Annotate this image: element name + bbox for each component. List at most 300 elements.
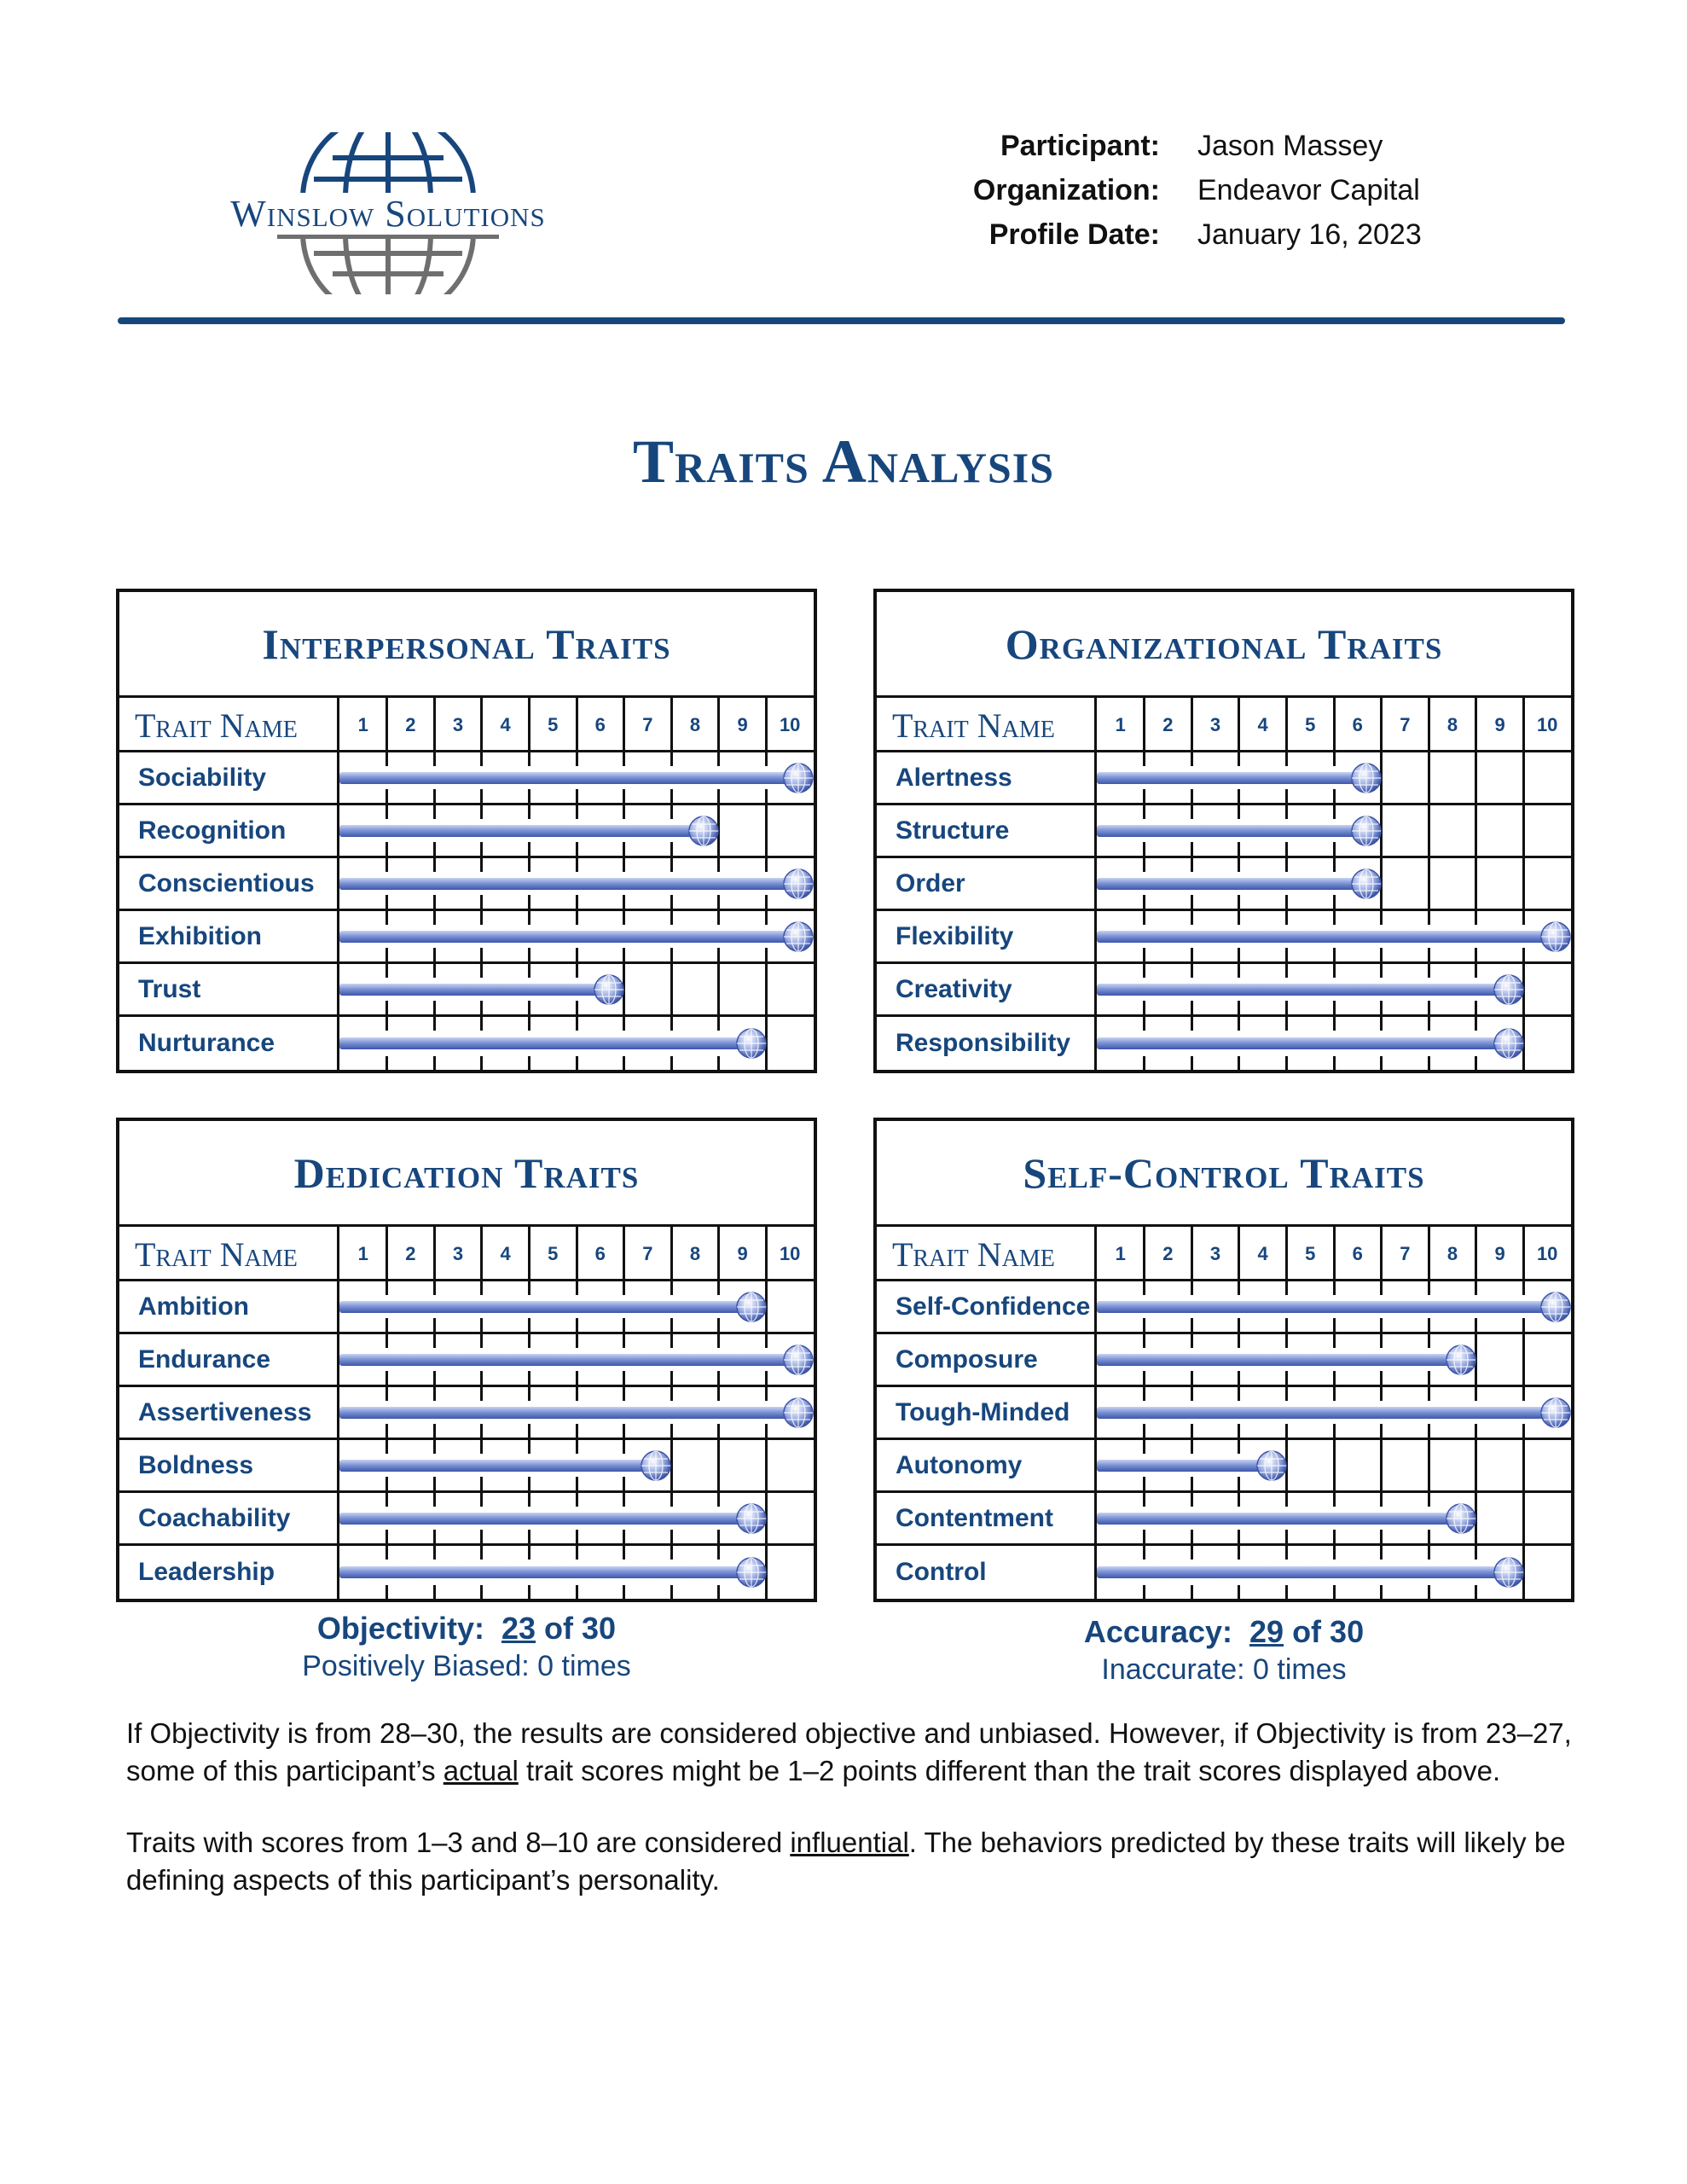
tick-mark xyxy=(1191,1318,1193,1332)
tick-mark xyxy=(480,911,483,925)
tick-mark xyxy=(386,1424,388,1438)
cell-divider xyxy=(765,805,768,856)
positively-biased-text: Positively Biased: 0 times xyxy=(302,1650,631,1682)
tick-mark xyxy=(1191,842,1193,856)
trait-row xyxy=(877,1334,1571,1387)
scale-number-5: 5 xyxy=(1305,1243,1316,1264)
trait-row xyxy=(877,1493,1571,1546)
scale-divider xyxy=(717,698,720,752)
trait-row xyxy=(877,805,1571,858)
tick-mark xyxy=(386,789,388,803)
scale-number-6: 6 xyxy=(594,714,606,735)
interpretation-notes xyxy=(126,1715,1576,1933)
tick-mark xyxy=(1380,1056,1383,1070)
tick-mark xyxy=(528,1477,530,1490)
tick-mark xyxy=(386,1477,388,1490)
tick-mark xyxy=(576,1334,578,1348)
tick-mark xyxy=(1191,964,1193,978)
score-bar xyxy=(1097,878,1366,890)
tick-mark xyxy=(576,842,578,856)
tick-mark xyxy=(1191,858,1193,872)
scale-number-1: 1 xyxy=(1115,714,1126,735)
tick-mark xyxy=(765,1387,768,1401)
score-bar xyxy=(1097,1301,1556,1313)
tick-mark xyxy=(1143,1440,1145,1454)
tick-mark xyxy=(1333,1387,1336,1401)
tick-mark xyxy=(1333,895,1336,909)
tick-mark xyxy=(433,1001,436,1014)
scale-divider xyxy=(1522,1227,1525,1281)
tick-mark xyxy=(670,1493,673,1507)
objectivity-value: 23 xyxy=(501,1611,536,1646)
panel-title: Self-Control Traits xyxy=(877,1121,1571,1227)
tick-mark xyxy=(1285,1387,1288,1401)
tick-mark xyxy=(717,1546,720,1560)
tick-mark xyxy=(480,789,483,803)
trait-row xyxy=(119,752,814,805)
score-knob-icon xyxy=(1539,921,1572,953)
tick-mark xyxy=(717,1334,720,1348)
score-bar xyxy=(339,984,609,996)
date-label: Profile Date: xyxy=(988,218,1160,251)
scale-divider xyxy=(433,698,436,752)
tick-mark xyxy=(386,911,388,925)
score-bar xyxy=(1097,825,1366,837)
tick-mark xyxy=(433,1017,436,1031)
cell-divider xyxy=(1428,858,1430,909)
score-bar xyxy=(339,1037,751,1049)
tick-mark xyxy=(717,1371,720,1385)
tick-mark xyxy=(765,752,768,766)
tick-mark xyxy=(528,1585,530,1599)
tick-mark xyxy=(576,789,578,803)
scale-number-4: 4 xyxy=(500,1243,511,1264)
tick-mark xyxy=(1238,1440,1240,1454)
score-knob-icon xyxy=(1350,868,1383,900)
tick-mark xyxy=(528,1387,530,1401)
tick-mark xyxy=(623,1318,625,1332)
scale-number-4: 4 xyxy=(1257,1243,1268,1264)
tick-mark xyxy=(670,1318,673,1332)
score-knob-icon xyxy=(687,815,720,847)
tick-mark xyxy=(717,1585,720,1599)
tick-mark xyxy=(480,1440,483,1454)
tick-mark xyxy=(623,1056,625,1070)
tick-mark xyxy=(528,1017,530,1031)
interpersonal-traits-panel xyxy=(116,589,817,1073)
score-knob-icon xyxy=(735,1291,768,1323)
tick-mark xyxy=(386,1281,388,1295)
header-divider xyxy=(118,317,1565,324)
cell-divider xyxy=(1428,1440,1430,1490)
scale-divider xyxy=(717,1227,720,1281)
tick-mark xyxy=(717,1530,720,1543)
scale-divider xyxy=(1428,1227,1430,1281)
tick-mark xyxy=(528,1281,530,1295)
tick-mark xyxy=(480,1281,483,1295)
tick-mark xyxy=(386,1056,388,1070)
trait-row xyxy=(877,858,1571,911)
tick-mark xyxy=(1285,1424,1288,1438)
tick-mark xyxy=(765,1371,768,1385)
tick-mark xyxy=(1380,1546,1383,1560)
tick-mark xyxy=(1191,911,1193,925)
cell-divider xyxy=(1380,1440,1383,1490)
tick-mark xyxy=(1143,842,1145,856)
objectivity-score xyxy=(116,1611,817,1683)
accuracy-main xyxy=(873,1614,1574,1650)
trait-name-header: Trait Name xyxy=(119,1227,339,1281)
panel-title: Dedication Traits xyxy=(119,1121,814,1227)
tick-mark xyxy=(386,1530,388,1543)
tick-mark xyxy=(528,1546,530,1560)
tick-mark xyxy=(433,1424,436,1438)
tick-mark xyxy=(1191,1477,1193,1490)
tick-mark xyxy=(1380,911,1383,925)
scale-number-7: 7 xyxy=(1400,714,1411,735)
tick-mark xyxy=(1333,1001,1336,1014)
tick-mark xyxy=(1333,1318,1336,1332)
tick-mark xyxy=(717,1493,720,1507)
trait-name: Endurance xyxy=(119,1334,339,1385)
scale-header-row xyxy=(119,698,814,752)
tick-mark xyxy=(1380,1493,1383,1507)
tick-mark xyxy=(386,1493,388,1507)
tick-mark xyxy=(1380,948,1383,961)
tick-mark xyxy=(433,805,436,819)
tick-mark xyxy=(1428,1546,1430,1560)
tick-mark xyxy=(576,1585,578,1599)
tick-mark xyxy=(528,964,530,978)
tick-mark xyxy=(1285,842,1288,856)
trait-row xyxy=(877,1440,1571,1493)
cell-divider xyxy=(765,1440,768,1490)
tick-mark xyxy=(480,1334,483,1348)
scale-number-7: 7 xyxy=(1400,1243,1411,1264)
organization-label: Organization: xyxy=(972,173,1160,206)
scale-number-8: 8 xyxy=(689,714,701,735)
tick-mark xyxy=(480,805,483,819)
cell-divider xyxy=(1522,1440,1525,1490)
tick-mark xyxy=(1143,911,1145,925)
cell-divider xyxy=(1475,1440,1477,1490)
tick-mark xyxy=(386,1387,388,1401)
trait-name: Control xyxy=(877,1546,1097,1599)
trait-row xyxy=(119,1440,814,1493)
tick-mark xyxy=(1238,858,1240,872)
tick-mark xyxy=(386,1017,388,1031)
tick-mark xyxy=(670,895,673,909)
tick-mark xyxy=(1285,805,1288,819)
note2-text-a: Traits with scores from 1–3 and 8–10 are considered xyxy=(126,1827,791,1858)
tick-mark xyxy=(1475,1387,1477,1401)
scale-divider xyxy=(1285,698,1288,752)
tick-mark xyxy=(1238,1546,1240,1560)
scale-divider xyxy=(386,698,388,752)
trait-name: Exhibition xyxy=(119,911,339,961)
tick-mark xyxy=(1475,948,1477,961)
tick-mark xyxy=(386,1001,388,1014)
scale-divider xyxy=(1380,1227,1383,1281)
tick-mark xyxy=(1428,1334,1430,1348)
tick-mark xyxy=(576,1493,578,1507)
tick-mark xyxy=(576,948,578,961)
tick-mark xyxy=(1475,1424,1477,1438)
tick-mark xyxy=(1191,1334,1193,1348)
score-knob-icon xyxy=(593,973,625,1006)
tick-mark xyxy=(1333,1334,1336,1348)
tick-mark xyxy=(386,858,388,872)
tick-mark xyxy=(528,1530,530,1543)
tick-mark xyxy=(623,1493,625,1507)
tick-mark xyxy=(1522,948,1525,961)
tick-mark xyxy=(1191,1001,1193,1014)
organization-value: Endeavor Capital xyxy=(1197,173,1420,206)
tick-mark xyxy=(717,895,720,909)
score-knob-icon xyxy=(1493,1556,1525,1589)
scale-divider xyxy=(1428,698,1430,752)
scale-divider xyxy=(623,1227,625,1281)
trait-row xyxy=(119,1493,814,1546)
scale-number-4: 4 xyxy=(500,714,511,735)
tick-mark xyxy=(623,1440,625,1454)
tick-mark xyxy=(717,1424,720,1438)
cell-divider xyxy=(717,964,720,1014)
tick-mark xyxy=(480,1546,483,1560)
tick-mark xyxy=(765,858,768,872)
tick-mark xyxy=(528,789,530,803)
score-bar xyxy=(339,1460,656,1472)
tick-mark xyxy=(386,1334,388,1348)
trait-name: Alertness xyxy=(877,752,1097,803)
tick-mark xyxy=(576,1530,578,1543)
cell-divider xyxy=(1475,805,1477,856)
tick-mark xyxy=(1333,1281,1336,1295)
tick-mark xyxy=(528,805,530,819)
trait-row xyxy=(119,911,814,964)
scale-divider xyxy=(1333,1227,1336,1281)
tick-mark xyxy=(1428,1585,1430,1599)
score-bar xyxy=(339,878,798,890)
score-knob-icon xyxy=(1539,1397,1572,1429)
trait-name: Composure xyxy=(877,1334,1097,1385)
scale-divider xyxy=(576,1227,578,1281)
tick-mark xyxy=(1143,789,1145,803)
tick-mark xyxy=(528,911,530,925)
tick-mark xyxy=(386,1440,388,1454)
tick-mark xyxy=(576,895,578,909)
tick-mark xyxy=(1475,1585,1477,1599)
tick-mark xyxy=(528,1056,530,1070)
tick-mark xyxy=(433,1387,436,1401)
tick-mark xyxy=(1238,1334,1240,1348)
logo-text: Winslow Solutions xyxy=(196,192,580,235)
scale-number-7: 7 xyxy=(642,1243,653,1264)
tick-mark xyxy=(576,752,578,766)
scale-number-1: 1 xyxy=(1115,1243,1126,1264)
tick-mark xyxy=(1285,1371,1288,1385)
self-control-traits-panel xyxy=(873,1118,1574,1602)
tick-mark xyxy=(386,1371,388,1385)
tick-mark xyxy=(1333,948,1336,961)
scale-number-8: 8 xyxy=(689,1243,701,1264)
tick-mark xyxy=(576,805,578,819)
tick-mark xyxy=(623,1334,625,1348)
date-row xyxy=(887,212,1484,257)
score-knob-icon xyxy=(1445,1344,1477,1376)
scale-divider xyxy=(1238,1227,1240,1281)
tick-mark xyxy=(528,1318,530,1332)
tick-mark xyxy=(765,789,768,803)
tick-mark xyxy=(623,1530,625,1543)
score-knob-icon xyxy=(640,1449,672,1482)
tick-mark xyxy=(576,964,578,978)
trait-name: Tough-Minded xyxy=(877,1387,1097,1438)
tick-mark xyxy=(1285,1056,1288,1070)
tick-mark xyxy=(386,895,388,909)
tick-mark xyxy=(433,1318,436,1332)
tick-mark xyxy=(1285,911,1288,925)
tick-mark xyxy=(480,842,483,856)
tick-mark xyxy=(1191,1493,1193,1507)
tick-mark xyxy=(480,1493,483,1507)
trait-name: Assertiveness xyxy=(119,1387,339,1438)
tick-mark xyxy=(1191,1371,1193,1385)
scale-divider xyxy=(1475,698,1477,752)
trait-row xyxy=(877,752,1571,805)
objectivity-of: of 30 xyxy=(544,1611,617,1646)
score-bar xyxy=(1097,931,1556,943)
scale-number-2: 2 xyxy=(405,1243,416,1264)
score-knob-icon xyxy=(1493,1027,1525,1060)
tick-mark xyxy=(1285,858,1288,872)
tick-mark xyxy=(1333,1585,1336,1599)
trait-row xyxy=(877,1281,1571,1334)
participant-row xyxy=(887,124,1484,168)
tick-mark xyxy=(480,1530,483,1543)
trait-name: Leadership xyxy=(119,1546,339,1599)
scale-number-2: 2 xyxy=(1162,714,1174,735)
scale-divider xyxy=(480,698,483,752)
trait-name: Conscientious xyxy=(119,858,339,909)
tick-mark xyxy=(1428,1001,1430,1014)
tick-mark xyxy=(1238,1017,1240,1031)
panel-title: Interpersonal Traits xyxy=(119,592,814,698)
tick-mark xyxy=(1285,1493,1288,1507)
tick-mark xyxy=(1428,1424,1430,1438)
tick-mark xyxy=(576,1440,578,1454)
tick-mark xyxy=(717,1017,720,1031)
tick-mark xyxy=(1238,1424,1240,1438)
tick-mark xyxy=(433,1440,436,1454)
cell-divider xyxy=(717,1440,720,1490)
cell-divider xyxy=(1522,1334,1525,1385)
tick-mark xyxy=(1191,1530,1193,1543)
accuracy-value: 29 xyxy=(1249,1614,1284,1649)
scale-divider xyxy=(433,1227,436,1281)
tick-mark xyxy=(717,1318,720,1332)
tick-mark xyxy=(1238,895,1240,909)
objectivity-label: Objectivity: xyxy=(316,1611,484,1646)
trait-row xyxy=(877,1387,1571,1440)
tick-mark xyxy=(623,805,625,819)
tick-mark xyxy=(576,1424,578,1438)
score-bar xyxy=(339,825,704,837)
tick-mark xyxy=(1475,964,1477,978)
score-bar xyxy=(339,772,798,784)
trait-name: Nurturance xyxy=(119,1017,339,1070)
scale-number-3: 3 xyxy=(452,714,464,735)
tick-mark xyxy=(1143,895,1145,909)
objectivity-note xyxy=(126,1715,1576,1790)
tick-mark xyxy=(623,1017,625,1031)
tick-mark xyxy=(1191,1424,1193,1438)
scale-number-10: 10 xyxy=(1536,714,1558,735)
tick-mark xyxy=(528,948,530,961)
tick-mark xyxy=(1143,1318,1145,1332)
tick-mark xyxy=(528,1424,530,1438)
participant-info xyxy=(887,124,1484,257)
scale-number-9: 9 xyxy=(737,1243,748,1264)
tick-mark xyxy=(1238,805,1240,819)
tick-mark xyxy=(1333,1056,1336,1070)
tick-mark xyxy=(1475,1318,1477,1332)
tick-mark xyxy=(1191,805,1193,819)
tick-mark xyxy=(1333,805,1336,819)
score-knob-icon xyxy=(782,762,815,794)
scale-number-6: 6 xyxy=(1352,1243,1363,1264)
score-bar xyxy=(1097,1513,1461,1525)
scale-divider xyxy=(623,698,625,752)
tick-mark xyxy=(480,752,483,766)
tick-mark xyxy=(1380,1334,1383,1348)
tick-mark xyxy=(480,1056,483,1070)
score-bar xyxy=(339,1513,751,1525)
tick-mark xyxy=(1191,1546,1193,1560)
tick-mark xyxy=(1143,964,1145,978)
score-bar xyxy=(1097,1460,1272,1472)
tick-mark xyxy=(670,1056,673,1070)
tick-mark xyxy=(480,1318,483,1332)
tick-mark xyxy=(528,858,530,872)
tick-mark xyxy=(1428,948,1430,961)
tick-mark xyxy=(433,1530,436,1543)
tick-mark xyxy=(1143,1546,1145,1560)
tick-mark xyxy=(1333,1546,1336,1560)
score-bar xyxy=(1097,1407,1556,1419)
tick-mark xyxy=(576,1546,578,1560)
tick-mark xyxy=(480,895,483,909)
scale-number-6: 6 xyxy=(1352,714,1363,735)
score-knob-icon xyxy=(1350,815,1383,847)
trait-row xyxy=(119,1281,814,1334)
tick-mark xyxy=(1143,1001,1145,1014)
tick-mark xyxy=(1238,1530,1240,1543)
note1-underline: actual xyxy=(443,1755,519,1786)
tick-mark xyxy=(623,1387,625,1401)
scale-divider xyxy=(1143,698,1145,752)
score-bar xyxy=(1097,772,1366,784)
score-bar xyxy=(1097,1037,1509,1049)
tick-mark xyxy=(1238,1493,1240,1507)
tick-mark xyxy=(1143,1530,1145,1543)
tick-mark xyxy=(480,948,483,961)
tick-mark xyxy=(1143,1371,1145,1385)
tick-mark xyxy=(433,1477,436,1490)
trait-grid xyxy=(119,1227,814,1599)
tick-mark xyxy=(1191,1387,1193,1401)
score-knob-icon xyxy=(735,1556,768,1589)
